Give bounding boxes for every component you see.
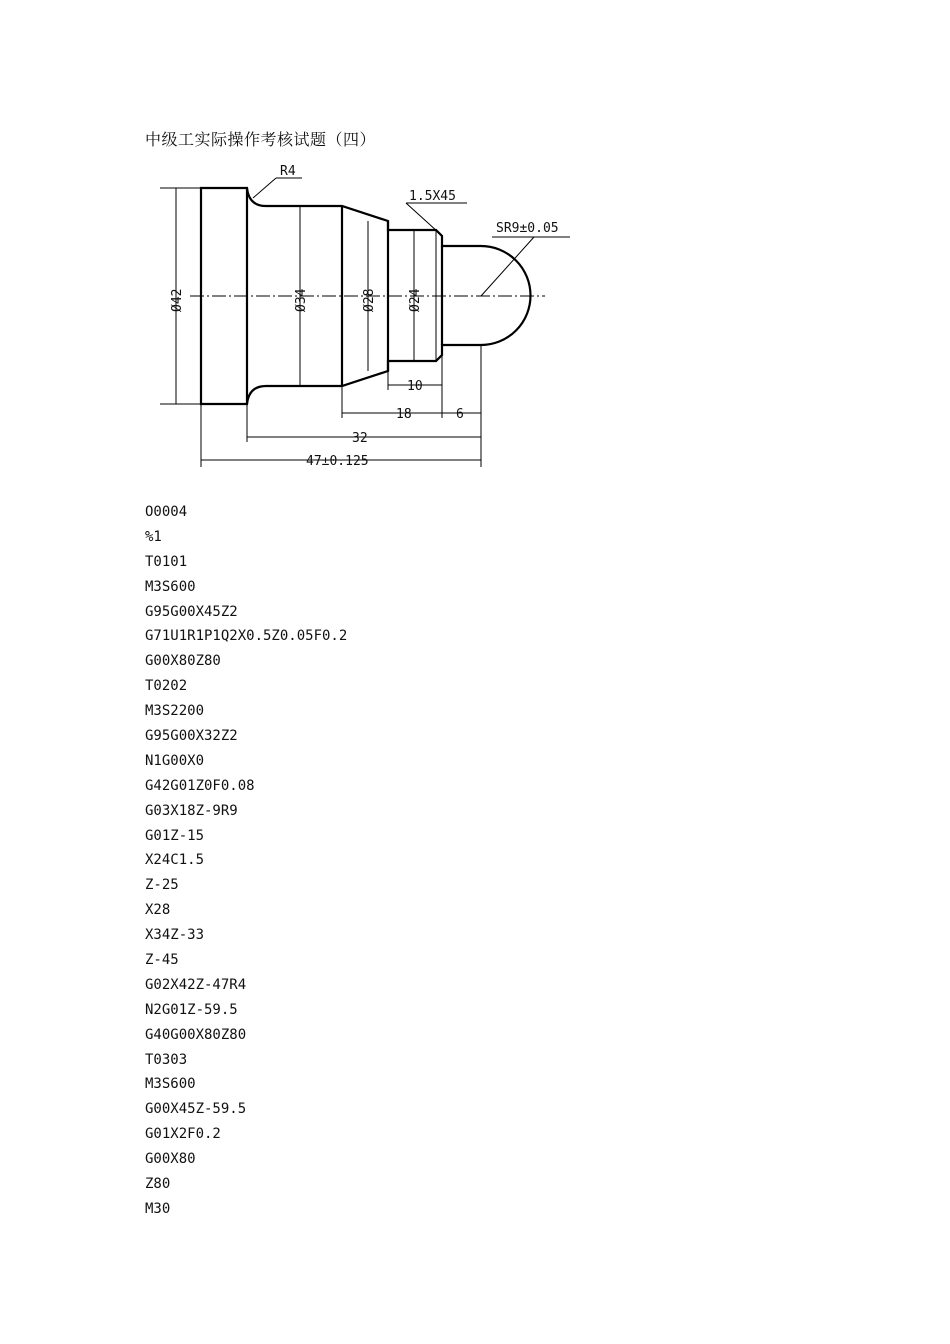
- label-len6: 6: [456, 407, 464, 422]
- program-line: G01X2F0.2: [145, 1126, 221, 1143]
- label-len18: 18: [396, 407, 412, 422]
- label-sphere: SR9±0.05: [496, 221, 559, 236]
- program-line: G00X80Z80: [145, 653, 221, 670]
- leader-r4: [253, 178, 276, 198]
- program-line: G03X18Z-9R9: [145, 802, 238, 819]
- nc-program: [145, 500, 347, 1222]
- label-d42: Ø42: [170, 288, 185, 312]
- program-line: G02X42Z-47R4: [145, 976, 247, 993]
- label-d28: Ø28: [362, 288, 377, 312]
- program-line: X28: [145, 902, 171, 919]
- leader-chamfer: [406, 203, 438, 232]
- program-line: M30: [145, 1200, 171, 1217]
- program-line: G01Z-15: [145, 827, 205, 844]
- program-line: %1: [145, 528, 162, 545]
- program-line: T0202: [145, 678, 188, 695]
- program-line: G00X80: [145, 1151, 196, 1168]
- label-chamfer: 1.5X45: [409, 189, 456, 204]
- program-line: O0004: [145, 504, 188, 520]
- program-line: G95G00X45Z2: [145, 603, 238, 620]
- label-d34: Ø34: [294, 288, 309, 312]
- program-line: G00X45Z-59.5: [145, 1101, 247, 1118]
- program-line: Z-25: [145, 877, 179, 894]
- program-line: X34Z-33: [145, 927, 205, 944]
- label-len47: 47±0.125: [306, 454, 369, 469]
- program-line: N2G01Z-59.5: [145, 1001, 238, 1018]
- program-line: M3S600: [145, 578, 196, 595]
- program-line: G95G00X32Z2: [145, 728, 238, 745]
- program-line: T0101: [145, 553, 188, 570]
- program-line: X24C1.5: [145, 852, 205, 869]
- part-drawing: [140, 155, 590, 475]
- program-line: G71U1R1P1Q2X0.5Z0.05F0.2: [145, 628, 348, 645]
- program-line: Z80: [145, 1176, 171, 1193]
- program-line: M3S600: [145, 1076, 196, 1093]
- program-line: Z-45: [145, 952, 179, 969]
- label-len32: 32: [352, 431, 368, 446]
- page-title: 中级工实际操作考核试题（四）: [145, 130, 377, 149]
- program-line: N1G00X0: [145, 752, 205, 769]
- label-len10: 10: [407, 379, 423, 394]
- program-line: G42G01Z0F0.08: [145, 777, 255, 794]
- label-r4: R4: [280, 164, 296, 179]
- program-line: G40G00X80Z80: [145, 1026, 247, 1043]
- program-line: T0303: [145, 1051, 188, 1068]
- label-d24: Ø24: [408, 288, 423, 312]
- program-line: M3S2200: [145, 703, 205, 720]
